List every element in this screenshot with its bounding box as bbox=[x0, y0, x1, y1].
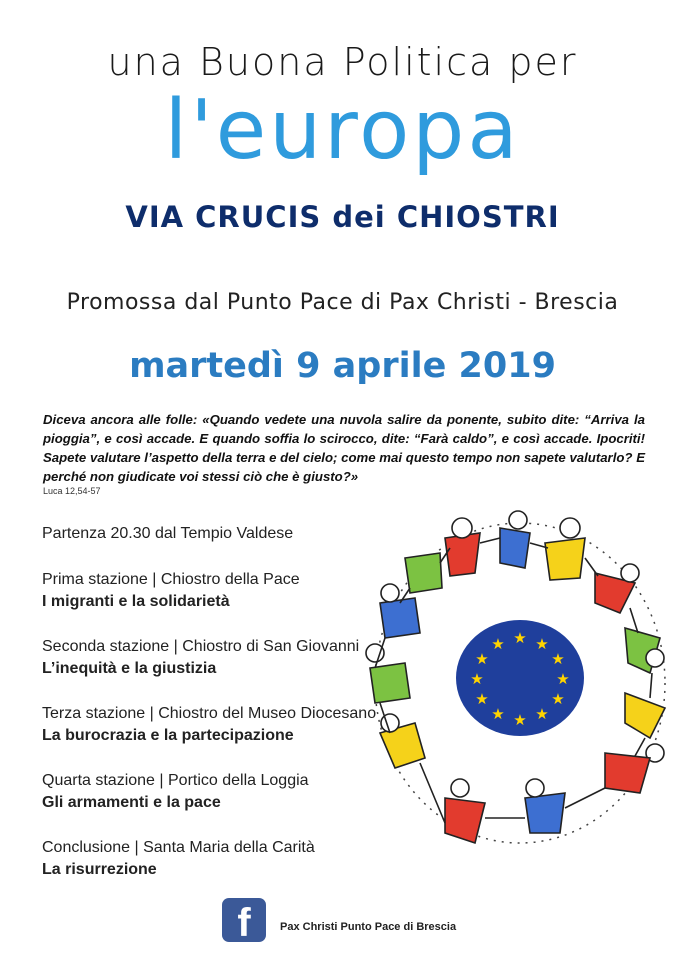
title-via-crucis: VIA CRUCIS dei CHIOSTRI bbox=[125, 200, 560, 234]
quote-reference: Luca 12,54-57 bbox=[43, 486, 101, 496]
facebook-icon[interactable]: f bbox=[222, 898, 266, 942]
children-circle-eu-flag-illustration bbox=[350, 498, 685, 898]
station-place: Seconda stazione | Chiostro di San Giovanni bbox=[42, 638, 360, 655]
station-theme: Gli armamenti e la pace bbox=[42, 794, 221, 811]
facebook-page-name[interactable]: Pax Christi Punto Pace di Brescia bbox=[280, 921, 457, 933]
station-4 bbox=[42, 770, 309, 814]
station-2 bbox=[42, 636, 359, 680]
svg-text:★: ★ bbox=[535, 705, 549, 723]
event-date: martedì 9 aprile 2019 bbox=[129, 346, 556, 386]
svg-text:★: ★ bbox=[470, 670, 484, 688]
station-theme: I migranti e la solidarietà bbox=[42, 593, 230, 610]
station-theme: La burocrazia e la partecipazione bbox=[42, 727, 294, 744]
station-1 bbox=[42, 569, 300, 613]
gospel-quote: Diceva ancora alle folle: «Quando vedete una nuvola salire da ponente, subito dite: “Arriva la pioggia”, e così accade. E quando soffia lo scirocco, dite: “Farà caldo”, e così accade. Ipocriti! Sapete valutare l’aspetto della terra e del cielo; come mai questo tempo non sapete valutarlo? E perché non giudicate voi stessi ciò che è giusto?» bbox=[43, 412, 645, 484]
svg-text:★: ★ bbox=[491, 705, 505, 723]
svg-text:★: ★ bbox=[551, 690, 565, 708]
svg-text:★: ★ bbox=[556, 670, 570, 688]
departure bbox=[42, 523, 293, 545]
departure-text: Partenza 20.30 dal Tempio Valdese bbox=[42, 525, 294, 542]
conclusion bbox=[42, 837, 315, 881]
svg-text:★: ★ bbox=[475, 650, 489, 668]
title-europa: l'europa bbox=[164, 83, 521, 178]
svg-text:★: ★ bbox=[513, 629, 527, 647]
svg-text:★: ★ bbox=[491, 635, 505, 653]
svg-text:★: ★ bbox=[535, 635, 549, 653]
station-theme: La risurrezione bbox=[42, 861, 157, 878]
station-theme: L’inequità e la giustizia bbox=[42, 660, 217, 677]
station-place: Conclusione | Santa Maria della Carità bbox=[42, 839, 315, 856]
svg-text:★: ★ bbox=[513, 711, 527, 729]
title-line-1: una Buona Politica per bbox=[107, 40, 578, 84]
eu-flag-icon bbox=[456, 620, 584, 736]
station-place: Terza stazione | Chiostro del Museo Diocesano bbox=[42, 705, 377, 722]
svg-text:★: ★ bbox=[551, 650, 565, 668]
svg-text:★: ★ bbox=[475, 690, 489, 708]
station-place: Prima stazione | Chiostro della Pace bbox=[42, 571, 300, 588]
promoted-by: Promossa dal Punto Pace di Pax Christi - Brescia bbox=[66, 290, 619, 315]
station-place: Quarta stazione | Portico della Loggia bbox=[42, 772, 309, 789]
station-3 bbox=[42, 703, 376, 747]
